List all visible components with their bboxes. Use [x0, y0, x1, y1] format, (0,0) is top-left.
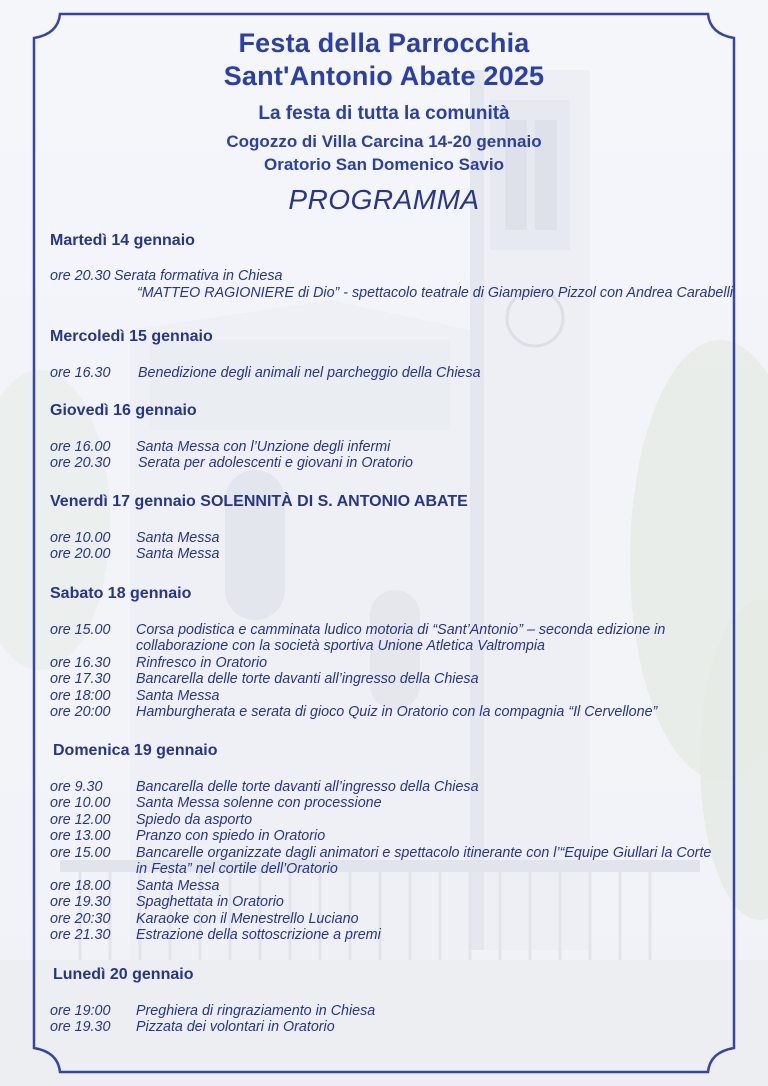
event-desc: Benedizione degli animali nel parcheggio della Chiesa — [138, 365, 481, 381]
event-time: ore 12.00 — [50, 812, 111, 828]
event-desc: Bancarelle organizzate dagli animatori e spettacolo itinerante con l’“Equipe Giullari la Corte — [136, 845, 712, 861]
event-desc: collaborazione con la società sportiva Unione Atletica Valtrompia — [136, 638, 546, 654]
event-time: ore 18:00 — [50, 688, 111, 704]
event-row — [50, 655, 267, 672]
day-heading: Lunedì 20 gennaio — [53, 966, 194, 983]
place-dates: Cogozzo di Villa Carcina 14-20 gennaio — [226, 132, 542, 151]
event-time: ore 16.00 — [50, 439, 111, 455]
day-heading: Venerdì 17 gennaio SOLENNITÀ DI S. ANTONIO ABATE — [50, 493, 468, 510]
event-desc: “MATTEO RAGIONIERE di Dio” - spettacolo teatrale di Giampiero Pizzol con Andrea Carabelli — [137, 285, 733, 301]
event-time: ore 15.00 — [50, 622, 111, 638]
event-row — [137, 285, 733, 302]
event-time: ore 13.00 — [50, 828, 111, 844]
event-desc: Pranzo con spiedo in Oratorio — [136, 828, 326, 844]
event-time: ore 17.30 — [50, 671, 111, 687]
event-desc: Karaoke con il Menestrello Luciano — [136, 911, 359, 927]
event-desc: Santa Messa — [136, 878, 220, 894]
event-row — [136, 638, 545, 655]
event-row — [50, 894, 284, 911]
program-heading: PROGRAMMA — [288, 184, 480, 215]
event-desc: Estrazione della sottoscrizione a premi — [136, 927, 381, 943]
event-time: ore 10.00 — [50, 530, 111, 546]
event-time: ore 20:00 — [50, 704, 111, 720]
event-time: ore 10.00 — [50, 795, 111, 811]
event-desc: Serata formativa in Chiesa — [114, 268, 283, 284]
event-desc: Corsa podistica e camminata ludico motoria di “Sant’Antonio” – seconda edizione in — [136, 622, 666, 638]
event-row — [50, 365, 481, 382]
event-row — [50, 845, 711, 862]
event-row — [50, 795, 382, 812]
event-row — [50, 1019, 335, 1036]
event-desc: Santa Messa con l’Unzione degli infermi — [136, 439, 391, 455]
event-time: ore 9.30 — [50, 779, 103, 795]
event-row — [50, 704, 657, 721]
event-time: ore 20:30 — [50, 911, 111, 927]
event-desc: Serata per adolescenti e giovani in Oratorio — [138, 455, 413, 471]
event-desc: Bancarella delle torte davanti all’ingresso della Chiesa — [136, 779, 479, 795]
event-row — [136, 861, 338, 878]
event-row — [50, 671, 479, 688]
event-row — [50, 546, 219, 563]
event-time: ore 21.30 — [50, 927, 111, 943]
day-heading: Sabato 18 gennaio — [50, 585, 192, 602]
event-row — [50, 688, 219, 705]
venue: Oratorio San Domenico Savio — [264, 155, 504, 174]
day-heading: Mercoledì 15 gennaio — [50, 328, 213, 345]
event-desc: Pizzata dei volontari in Oratorio — [136, 1019, 335, 1035]
event-time: ore 16.30 — [50, 365, 111, 381]
title-line-2: Sant'Antonio Abate 2025 — [223, 61, 545, 91]
event-desc: Spiedo da asporto — [136, 812, 253, 828]
event-time: ore 20.30 — [50, 455, 111, 471]
event-time: ore 16.30 — [50, 655, 111, 671]
event-row — [50, 828, 325, 845]
event-time: ore 18.00 — [50, 878, 111, 894]
subtitle: La festa di tutta la comunità — [258, 103, 510, 124]
event-row — [50, 622, 665, 639]
event-time: ore 20.30 — [50, 268, 111, 284]
event-time: ore 19:00 — [50, 1003, 111, 1019]
event-desc: Hamburgherata e serata di gioco Quiz in Oratorio con la compagnia “Il Cervellone” — [136, 704, 658, 720]
day-heading: Martedì 14 gennaio — [50, 232, 195, 249]
day-heading: Domenica 19 gennaio — [53, 742, 218, 759]
event-time: ore 19.30 — [50, 894, 111, 910]
event-row — [50, 779, 479, 796]
day-heading: Giovedì 16 gennaio — [50, 402, 197, 419]
event-row — [50, 878, 219, 895]
event-desc: Santa Messa solenne con processione — [136, 795, 382, 811]
event-desc: Santa Messa — [136, 546, 220, 562]
event-row — [50, 911, 359, 928]
event-desc: Spaghettata in Oratorio — [136, 894, 284, 910]
event-desc: Preghiera di ringraziamento in Chiesa — [136, 1003, 376, 1019]
event-row — [50, 927, 381, 944]
event-desc: in Festa” nel cortile dell’Oratorio — [136, 861, 338, 877]
event-desc: Bancarella delle torte davanti all’ingresso della Chiesa — [136, 671, 479, 687]
event-desc: Santa Messa — [136, 530, 220, 546]
event-row — [50, 530, 219, 547]
event-row — [50, 439, 390, 456]
event-time: ore 19.30 — [50, 1019, 111, 1035]
event-desc: Santa Messa — [136, 688, 220, 704]
event-time: ore 15.00 — [50, 845, 111, 861]
event-desc: Rinfresco in Oratorio — [136, 655, 268, 671]
title-line-1: Festa della Parrocchia — [238, 28, 530, 58]
event-row — [50, 268, 282, 285]
event-row — [50, 812, 252, 829]
event-row — [50, 1003, 375, 1020]
event-time: ore 20.00 — [50, 546, 111, 562]
event-row — [50, 455, 413, 472]
